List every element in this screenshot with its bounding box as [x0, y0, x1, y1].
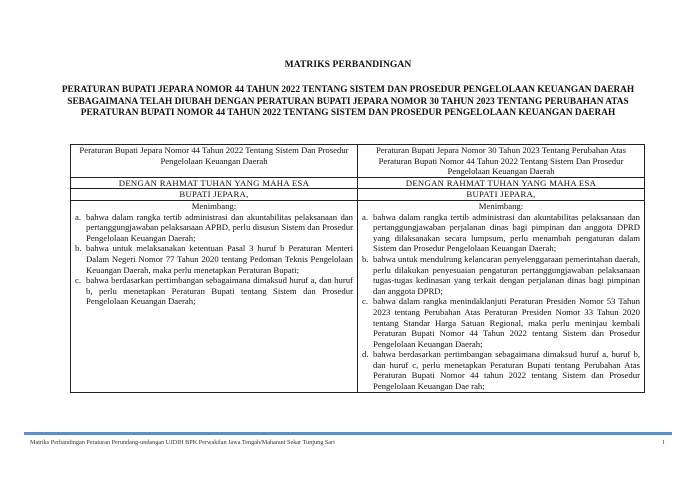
- right-menimbang-cell: [358, 200, 645, 392]
- right-menimbang-label: Menimbang:: [478, 200, 524, 211]
- item-marker: c.: [362, 296, 369, 307]
- left-rahmat-text: DENGAN RAHMAT TUHAN YANG MAHA ESA: [118, 177, 310, 188]
- right-menimbang-list: [362, 212, 640, 392]
- left-menimbang-label: Menimbang:: [191, 200, 237, 211]
- left-rahmat: [71, 177, 358, 189]
- item-marker: c.: [75, 275, 82, 286]
- bupati-row: [71, 189, 645, 201]
- item-text: bahwa berdasarkan pertimbangan sebagaimana dimaksud huruf a, dan huruf b, perlu menetapkan Peraturan Bupati tentang Sistem dan Prosedur Pengelolaan Keuangan Daerah;: [86, 275, 353, 307]
- document-title: MATRIKS PERBANDINGAN: [284, 60, 412, 70]
- item-text: bahwa berdasarkan pertimbangan sebagaimana dimaksud huruf a, huruf b, dan huruf c, perlu menetapkan Peraturan Bupati tentang Perubahan Atas Peraturan Bupati Nomor 44 tahun 2022 tentang Sistem dan Prosedur Pengelolaan Keuangan Dae rah;: [373, 349, 640, 392]
- item-marker: a.: [75, 211, 82, 222]
- right-column-header: Peraturan Bupati Jepara Nomor 30 Tahun 2023 Tentang Perubahan Atas Peraturan Bupati Nomor 44 Tahun 2022 Tentang Sistem Dan Prosedur Pengelolaan Keuangan Daerah: [358, 145, 645, 178]
- list-item: [362, 254, 640, 296]
- right-rahmat: [358, 177, 645, 189]
- table-header-row: [71, 145, 645, 178]
- right-bupati-text: BUPATI JEPARA,: [466, 189, 536, 200]
- item-text: bahwa dalam rangka menindaklanjuti Peraturan Presiden Nomor 53 Tahun 2023 tentang Perubahan Atas Peraturan Presiden Nomor 33 Tahun 2020 tentang Standar Harga Satuan Regional, maka perlu meninjau kembali Peraturan Bupati Nomor 44 Tahun 2022 tentang Sistem dan Prosedur Pengelolaan Keuangan Daerah;: [373, 296, 640, 349]
- document-subtitle: PERATURAN BUPATI JEPARA NOMOR 44 TAHUN 2022 TENTANG SISTEM DAN PROSEDUR PENGELOLAAN KEUANGAN DAERAH SEBAGAIMANA TELAH DIUBAH DENGAN PERATURAN BUPATI JEPARA NOMOR 30 TAHUN 2023 TENTANG PERUBAHAN ATAS PERATURAN BUPATI NOMOR 44 TAHUN 2022 TENTANG SISTEM DAN PROSEDUR PENGELOLAAN KEUANGAN DAERAH: [61, 85, 635, 119]
- item-text: bahwa untuk melaksanakan ketentuan Pasal 3 huruf b Peraturan Menteri Dalam Negeri Nomor 77 Tahun 2020 tentang Pedoman Teknis Pengelolaan Keuangan Daerah, maka perlu menetapkan Peraturan Bupati;: [86, 243, 353, 275]
- comparison-table: [70, 144, 645, 393]
- menimbang-row: [71, 200, 645, 392]
- left-column-header: Peraturan Bupati Jepara Nomor 44 Tahun 2022 Tentang Sistem Dan Prosedur Pengelolaan Keuangan Daerah: [71, 145, 358, 178]
- list-item: [75, 243, 353, 275]
- page-number: 1: [662, 439, 666, 446]
- left-menimbang-cell: [71, 200, 358, 392]
- rahmat-row: [71, 177, 645, 189]
- list-item: [362, 349, 640, 391]
- item-marker: d.: [362, 349, 369, 360]
- item-text: bahwa dalam rangka tertib administrasi dan akuntabilitas pelaksanaan dan pertanggungjawaban pelaksanaan APBD, perlu disusun Sistem dan Prosedur Pengelolaan Keuangan Daerah;: [86, 211, 353, 243]
- list-item: [362, 212, 640, 254]
- item-marker: b.: [75, 243, 82, 254]
- item-text: bahwa dalam rangka tertib administrasi dan akuntabilitas pelaksanaan dan pertanggungjawaban perjalanan dinas bagi pimpinan dan anggota DPRD yang dilaksanakan secara lumpsum, perlu menambah pengaturan dalam Sistem dan Prosedur Pengelolaan Keuangan Daerah;: [373, 211, 640, 254]
- item-marker: a.: [362, 211, 369, 222]
- list-item: [75, 212, 353, 244]
- footer-text: Matriks Perbandingan Peraturan Perundang-undangan UJDIH BPK Perwakilan Jawa Tengah/Maharani Sekar Tunjung Sari: [30, 439, 335, 446]
- list-item: [75, 275, 353, 307]
- item-marker: b.: [362, 253, 369, 264]
- left-bupati-text: BUPATI JEPARA,: [179, 189, 249, 200]
- list-item: [362, 296, 640, 349]
- left-bupati: [71, 189, 358, 201]
- left-menimbang-list: [75, 212, 353, 307]
- item-text: bahwa untuk mendulrung kelancaran penyelenggaraan pemerintahan daerah, perlu dilakukan penyesuaian pengaturan pertanggungjawaban pelaksanaan tugas-tugas kedinasan yang terkait dengan perjalanan dinas bagi pimpinan dan anggota DPRD;: [373, 253, 640, 296]
- footer-divider: [24, 432, 672, 435]
- right-bupati: [358, 189, 645, 201]
- right-rahmat-text: DENGAN RAHMAT TUHAN YANG MAHA ESA: [405, 177, 597, 188]
